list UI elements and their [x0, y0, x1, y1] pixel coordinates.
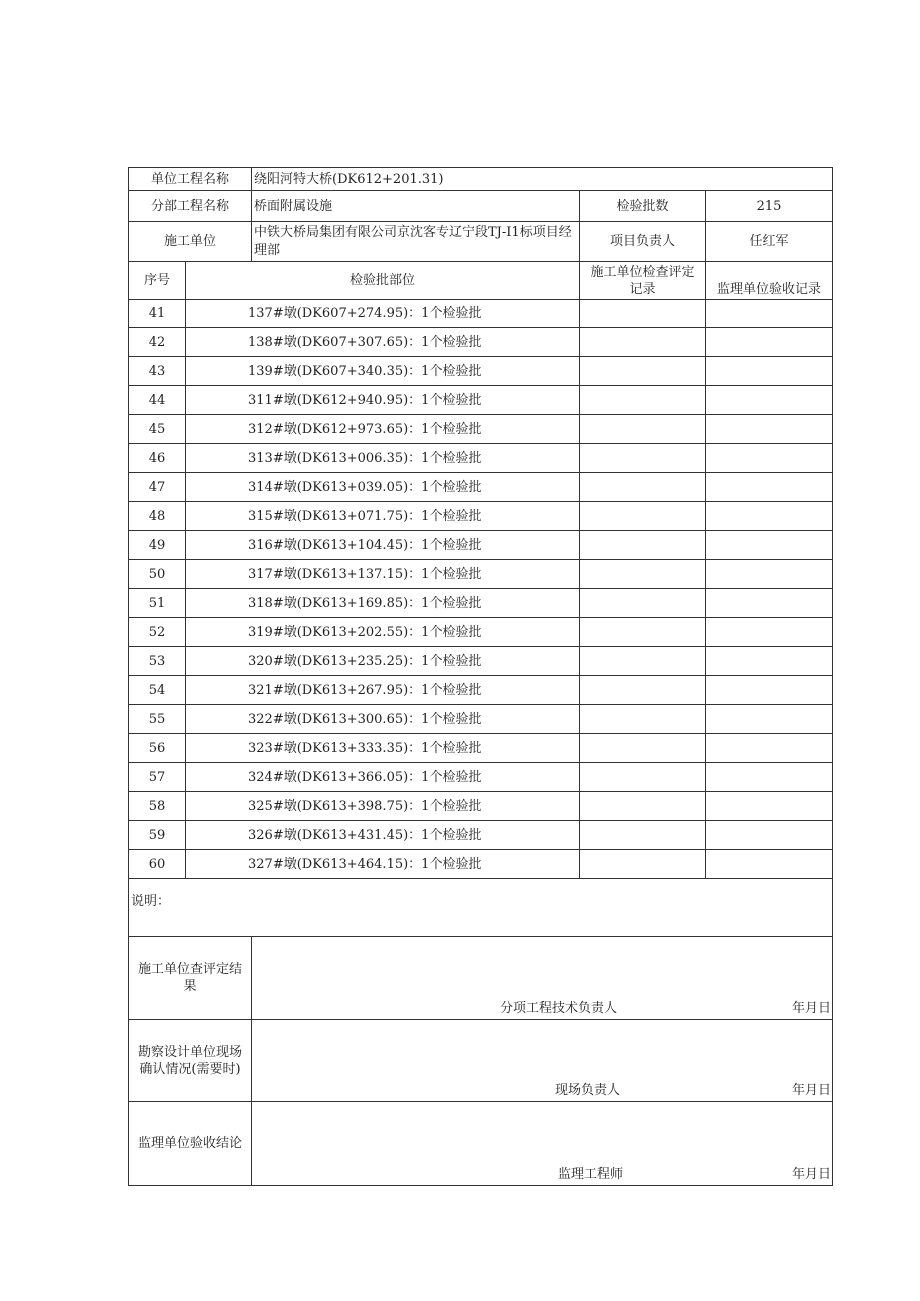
row-seq: 54 [129, 676, 186, 705]
table-row [129, 328, 833, 357]
location-header: 检验批部位 [186, 262, 580, 300]
row-seq: 56 [129, 734, 186, 763]
supervisor-signoff-label: 监理单位验收结论 [129, 1102, 252, 1186]
row-seq: 53 [129, 647, 186, 676]
table-row [129, 821, 833, 850]
row-supervisor-check-cell[interactable] [706, 821, 833, 850]
table-row [129, 705, 833, 734]
contractor-signoff-area [252, 937, 833, 1020]
row-location: 139#墩(DK607+340.35)：1个检验批 [186, 357, 580, 386]
seq-header: 序号 [129, 262, 186, 300]
table-row [129, 415, 833, 444]
row-contractor-check-cell[interactable] [580, 415, 706, 444]
row-seq: 52 [129, 618, 186, 647]
row-seq: 41 [129, 300, 186, 328]
row-supervisor-check-cell[interactable] [706, 618, 833, 647]
row-location: 325#墩(DK613+398.75)：1个检验批 [186, 792, 580, 821]
row-supervisor-check-cell[interactable] [706, 763, 833, 792]
row-seq: 49 [129, 531, 186, 560]
row-seq: 45 [129, 415, 186, 444]
row-supervisor-check-cell[interactable] [706, 792, 833, 821]
row-contractor-check-cell[interactable] [580, 792, 706, 821]
row-location: 319#墩(DK613+202.55)：1个检验批 [186, 618, 580, 647]
row-supervisor-check-cell[interactable] [706, 647, 833, 676]
table-row [129, 676, 833, 705]
row-location: 324#墩(DK613+366.05)：1个检验批 [186, 763, 580, 792]
row-location: 311#墩(DK612+940.95)：1个检验批 [186, 386, 580, 415]
contractor-check-header: 施工单位检查评定记录 [580, 262, 706, 300]
unit-project-value: 绕阳河特大桥(DK612+201.31) [252, 168, 833, 191]
table-row [129, 300, 833, 328]
row-location: 322#墩(DK613+300.65)：1个检验批 [186, 705, 580, 734]
row-location: 316#墩(DK613+104.45)：1个检验批 [186, 531, 580, 560]
row-contractor-check-cell[interactable] [580, 386, 706, 415]
notes-label: 说明： [129, 879, 833, 937]
contractor-value: 中铁大桥局集团有限公司京沈客专辽宁段TJ-I1标项目经理部 [252, 222, 580, 262]
row-location: 137#墩(DK607+274.95)：1个检验批 [186, 300, 580, 328]
row-location: 315#墩(DK613+071.75)：1个检验批 [186, 502, 580, 531]
designer-signoff-label: 勘察设计单位现场确认情况(需要时) [129, 1020, 252, 1102]
row-supervisor-check-cell[interactable] [706, 415, 833, 444]
row-contractor-check-cell[interactable] [580, 763, 706, 792]
row-contractor-check-cell[interactable] [580, 850, 706, 879]
table-row [129, 792, 833, 821]
row-supervisor-check-cell[interactable] [706, 357, 833, 386]
inspection-table [128, 167, 833, 1186]
division-value: 桥面附属设施 [252, 191, 580, 222]
row-location: 313#墩(DK613+006.35)：1个检验批 [186, 444, 580, 473]
row-seq: 57 [129, 763, 186, 792]
row-supervisor-check-cell[interactable] [706, 328, 833, 357]
notes-row [129, 879, 833, 937]
row-seq: 59 [129, 821, 186, 850]
row-seq: 44 [129, 386, 186, 415]
row-supervisor-check-cell[interactable] [706, 850, 833, 879]
row-contractor-check-cell[interactable] [580, 300, 706, 328]
supervisor-signoff-date: 年月日 [792, 1167, 832, 1182]
contractor-signoff-label: 施工单位查评定结果 [129, 937, 252, 1020]
row-supervisor-check-cell[interactable] [706, 560, 833, 589]
designer-signoff-area [252, 1020, 833, 1102]
row-location: 320#墩(DK613+235.25)：1个检验批 [186, 647, 580, 676]
row-location: 321#墩(DK613+267.95)：1个检验批 [186, 676, 580, 705]
row-contractor-check-cell[interactable] [580, 444, 706, 473]
table-row [129, 473, 833, 502]
row-contractor-check-cell[interactable] [580, 560, 706, 589]
table-row [129, 357, 833, 386]
contractor-signoff-row [129, 937, 833, 1020]
row-supervisor-check-cell[interactable] [706, 300, 833, 328]
row-supervisor-check-cell[interactable] [706, 531, 833, 560]
row-seq: 55 [129, 705, 186, 734]
row-supervisor-check-cell[interactable] [706, 386, 833, 415]
row-supervisor-check-cell[interactable] [706, 444, 833, 473]
row-location: 317#墩(DK613+137.15)：1个检验批 [186, 560, 580, 589]
designer-signoff-row [129, 1020, 833, 1102]
row-contractor-check-cell[interactable] [580, 734, 706, 763]
row-contractor-check-cell[interactable] [580, 821, 706, 850]
inspection-form [128, 167, 832, 1186]
contractor-signoff-date: 年月日 [792, 1001, 832, 1016]
unit-project-row [129, 168, 833, 191]
contractor-signoff-person: 分项工程技术负责人 [500, 1001, 618, 1016]
batch-count-value: 215 [706, 191, 833, 222]
row-location: 318#墩(DK613+169.85)：1个检验批 [186, 589, 580, 618]
row-seq: 47 [129, 473, 186, 502]
row-location: 327#墩(DK613+464.15)：1个检验批 [186, 850, 580, 879]
table-row [129, 850, 833, 879]
row-contractor-check-cell[interactable] [580, 618, 706, 647]
row-location: 138#墩(DK607+307.65)：1个检验批 [186, 328, 580, 357]
table-row [129, 531, 833, 560]
table-row [129, 647, 833, 676]
row-supervisor-check-cell[interactable] [706, 589, 833, 618]
batch-count-label: 检验批数 [580, 191, 706, 222]
manager-value: 任红军 [706, 222, 833, 262]
row-location: 326#墩(DK613+431.45)：1个检验批 [186, 821, 580, 850]
table-row [129, 734, 833, 763]
row-supervisor-check-cell[interactable] [706, 734, 833, 763]
row-location: 323#墩(DK613+333.35)：1个检验批 [186, 734, 580, 763]
row-location: 314#墩(DK613+039.05)：1个检验批 [186, 473, 580, 502]
row-seq: 51 [129, 589, 186, 618]
row-supervisor-check-cell[interactable] [706, 705, 833, 734]
row-seq: 58 [129, 792, 186, 821]
table-row [129, 560, 833, 589]
manager-label: 项目负责人 [580, 222, 706, 262]
table-row [129, 444, 833, 473]
row-contractor-check-cell[interactable] [580, 676, 706, 705]
supervisor-signoff-row [129, 1102, 833, 1186]
row-contractor-check-cell[interactable] [580, 473, 706, 502]
row-seq: 43 [129, 357, 186, 386]
row-contractor-check-cell[interactable] [580, 502, 706, 531]
row-contractor-check-cell[interactable] [580, 531, 706, 560]
designer-signoff-person: 现场负责人 [555, 1083, 621, 1098]
row-seq: 42 [129, 328, 186, 357]
table-row [129, 763, 833, 792]
row-seq: 60 [129, 850, 186, 879]
table-row [129, 589, 833, 618]
table-row [129, 502, 833, 531]
row-contractor-check-cell[interactable] [580, 589, 706, 618]
row-location: 312#墩(DK612+973.65)：1个检验批 [186, 415, 580, 444]
row-seq: 46 [129, 444, 186, 473]
supervisor-signoff-area [252, 1102, 833, 1186]
row-seq: 50 [129, 560, 186, 589]
contractor-label: 施工单位 [129, 222, 252, 262]
designer-signoff-date: 年月日 [792, 1083, 832, 1098]
row-contractor-check-cell[interactable] [580, 357, 706, 386]
row-seq: 48 [129, 502, 186, 531]
division-label: 分部工程名称 [129, 191, 252, 222]
supervisor-signoff-person: 监理工程师 [558, 1167, 624, 1182]
supervisor-check-header: 监理单位验收记录 [706, 262, 833, 300]
row-supervisor-check-cell[interactable] [706, 473, 833, 502]
column-header-row [129, 262, 833, 300]
row-contractor-check-cell[interactable] [580, 328, 706, 357]
contractor-row [129, 222, 833, 262]
division-row [129, 191, 833, 222]
table-row [129, 618, 833, 647]
row-supervisor-check-cell[interactable] [706, 676, 833, 705]
row-contractor-check-cell[interactable] [580, 647, 706, 676]
row-contractor-check-cell[interactable] [580, 705, 706, 734]
table-row [129, 386, 833, 415]
row-supervisor-check-cell[interactable] [706, 502, 833, 531]
unit-project-label: 单位工程名称 [129, 168, 252, 191]
